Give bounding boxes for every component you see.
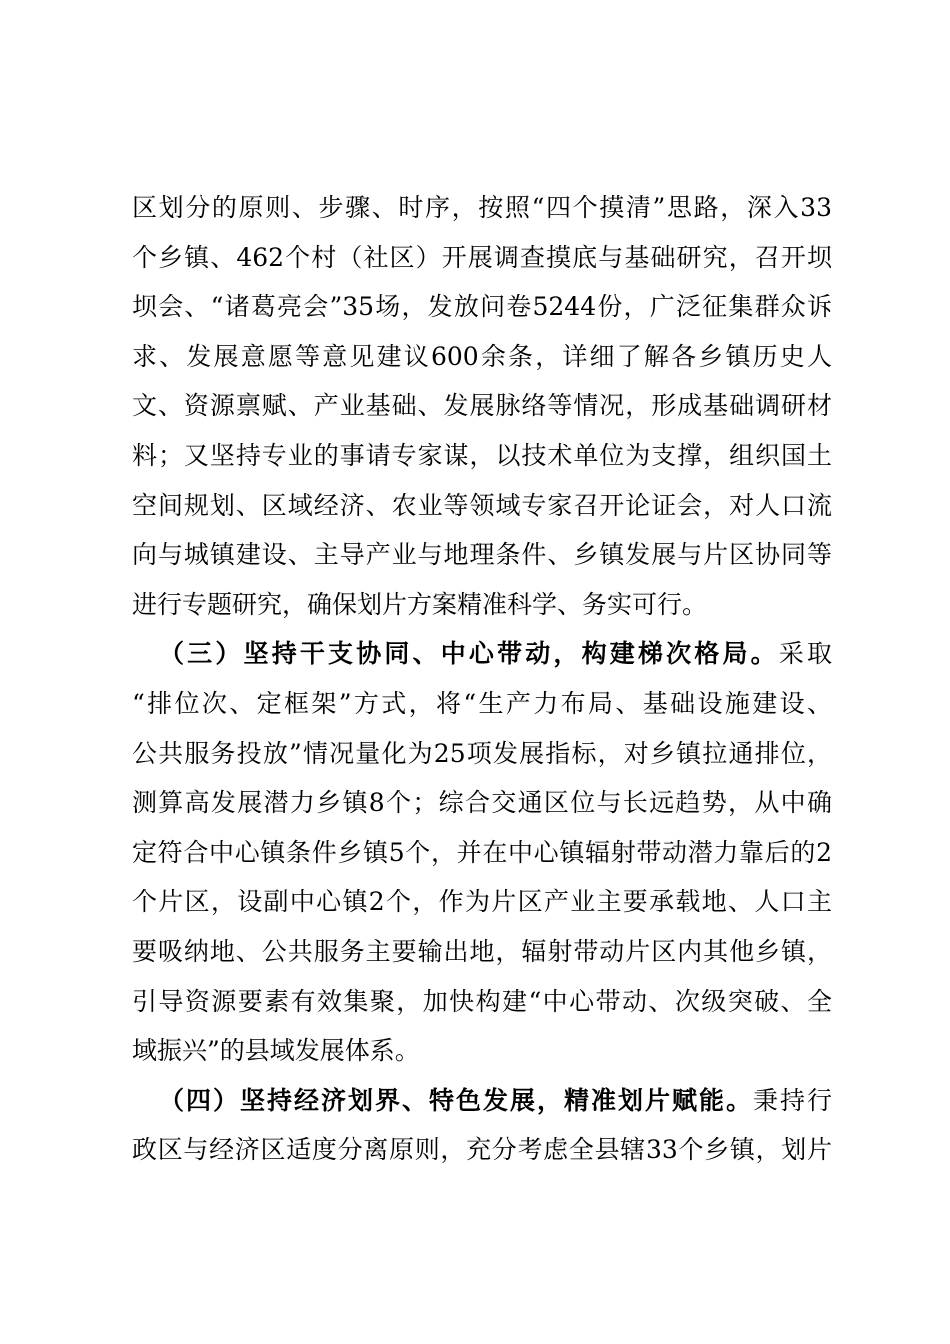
text-line: 个片区，设副中心镇2个，作为片区产业主要承载地、人口主 xyxy=(132,887,832,917)
text-line: 坝会、“诸葛亮会”35场，发放问卷5244份，广泛征集群众诉 xyxy=(132,292,832,322)
paragraph-continued xyxy=(132,183,832,629)
text-line: 求、发展意愿等意见建议600余条，详细了解各乡镇历史人 xyxy=(132,341,832,371)
section-3-heading: （三）坚持干支协同、中心带动，构建梯次格局。 xyxy=(159,639,779,669)
section-heading-line xyxy=(132,1076,832,1126)
text-line: 测算高发展潜力乡镇8个；综合交通区位与长远趋势，从中确 xyxy=(132,788,832,818)
section-4-heading: （四）坚持经济划界、特色发展，精准划片赋能。 xyxy=(159,1085,753,1115)
text-line: 文、资源禀赋、产业基础、发展脉络等情况，形成基础调研材 xyxy=(132,391,832,421)
section-4-paragraph xyxy=(132,1076,832,1175)
section-3-paragraph xyxy=(132,629,832,1075)
text-line: 个乡镇、462个村（社区）开展调查摸底与基础研究，召开坝 xyxy=(132,242,832,272)
text-line: 料；又坚持专业的事请专家谋，以技术单位为支撑，组织国土 xyxy=(132,440,832,470)
text-line: 域振兴”的县域发展体系。 xyxy=(132,1036,420,1066)
text-line: “排位次、定框架”方式，将“生产力布局、基础设施建设、 xyxy=(132,688,832,718)
text-line: 政区与经济区适度分离原则，充分考虑全县辖33个乡镇，划片 xyxy=(132,1135,832,1165)
text-line: 空间规划、区域经济、农业等领域专家召开论证会，对人口流 xyxy=(132,490,832,520)
text-line: 进行专题研究，确保划片方案精准科学、务实可行。 xyxy=(132,589,708,619)
document-body xyxy=(132,183,832,1175)
text-line: 定符合中心镇条件乡镇5个，并在中心镇辐射带动潜力靠后的2 xyxy=(132,837,832,867)
text-line: 向与城镇建设、主导产业与地理条件、乡镇发展与片区协同等 xyxy=(132,540,832,570)
text-line: 公共服务投放”情况量化为25项发展指标，对乡镇拉通排位， xyxy=(132,738,832,768)
section-3-heading-rest: 采取 xyxy=(778,639,832,669)
section-heading-line xyxy=(132,629,832,679)
text-line: 要吸纳地、公共服务主要输出地，辐射带动片区内其他乡镇， xyxy=(132,936,832,966)
section-4-heading-rest: 秉持行 xyxy=(752,1085,832,1115)
text-line: 区划分的原则、步骤、时序，按照“四个摸清”思路，深入33 xyxy=(132,193,832,222)
text-line: 引导资源要素有效集聚，加快构建“中心带动、次级突破、全 xyxy=(132,986,832,1016)
